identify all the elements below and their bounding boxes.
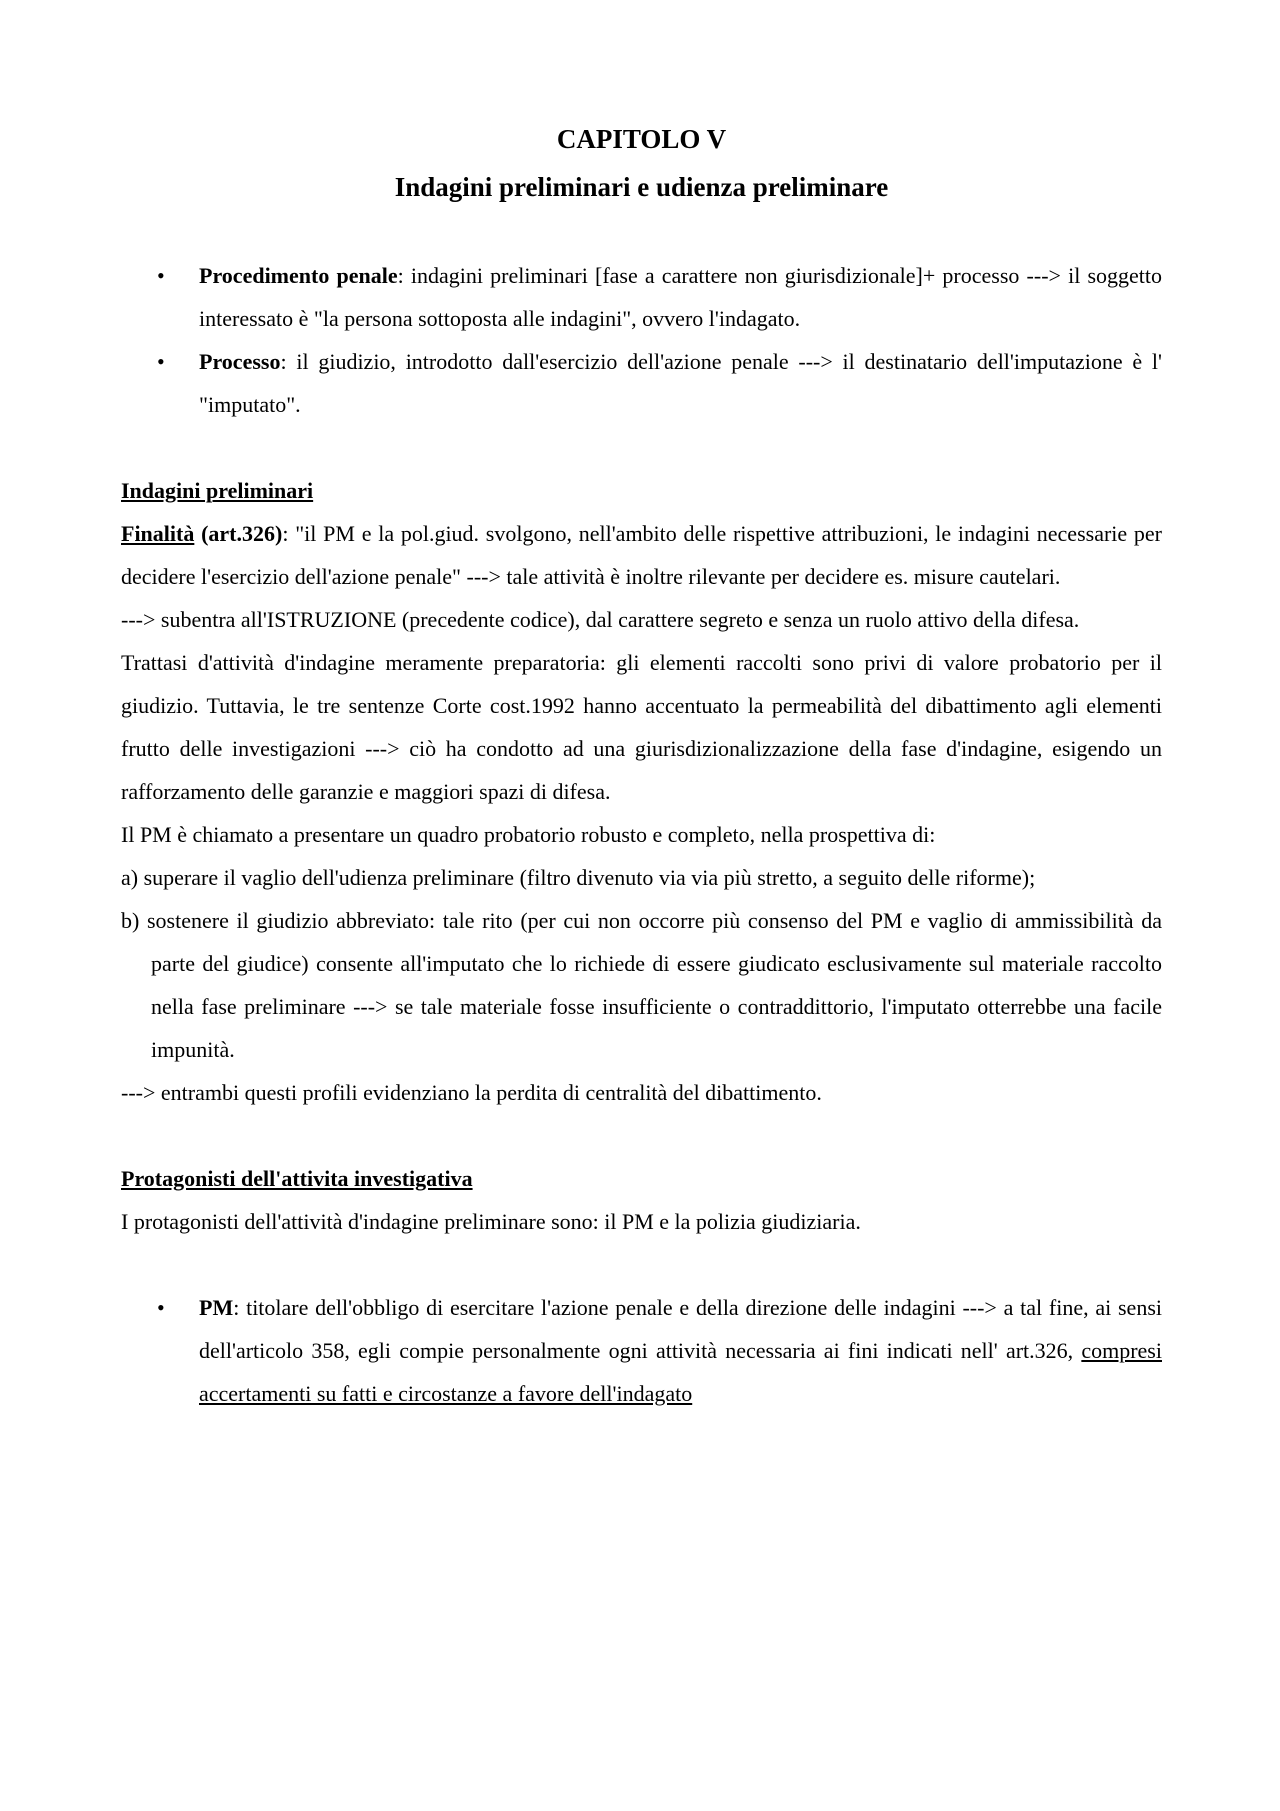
underlined-text: compresi accertamenti su fatti e circostanze a favore dell'indagato: [199, 1338, 1162, 1406]
paragraph: Il PM è chiamato a presentare un quadro probatorio robusto e completo, nella prospettiva di:: [121, 822, 936, 847]
bullet-text: : indagini preliminari [fase a carattere non giurisdizionale]+ processo ---> il soggetto interessato è "la persona sottoposta alle indagini", ovvero l'indagato.: [199, 263, 1163, 331]
list-item: [121, 1286, 1162, 1415]
pm-bullet-list: [121, 1286, 1162, 1415]
section-heading: Indagini preliminari: [121, 478, 314, 503]
list-item: [121, 254, 1162, 340]
paragraph: ---> entrambi questi profili evidenziano la perdita di centralità del dibattimento.: [121, 1080, 822, 1105]
paragraph: ---> subentra all'ISTRUZIONE (precedente codice), dal carattere segreto e senza un ruolo attivo della difesa.: [121, 607, 1080, 632]
paragraph: Trattasi d'attività d'indagine meramente preparatoria: gli elementi raccolti sono privi di valore probatorio per il giudizio. Tuttavia, le tre sentenze Corte cost.1992 hanno accentuato la permeabilità del dibattimento agli elementi frutto delle investigazioni ---> ciò ha condotto ad una giurisdizionalizzazione della fase d'indagine, esigendo un rafforzamento delle garanzie e maggiori spazi di difesa.: [121, 650, 1162, 804]
bullet-icon: •: [157, 1295, 165, 1320]
bullet-icon: •: [157, 349, 165, 374]
paragraph-finalita: [121, 512, 1162, 598]
finalita-ref: (art.326): [201, 521, 283, 546]
chapter-title: CAPITOLO V: [556, 124, 727, 154]
chapter-subtitle: Indagini preliminari e udienza preliminare: [394, 172, 889, 202]
bullet-text: : il giudizio, introdotto dall'esercizio dell'azione penale ---> il destinatario dell'imputazione è l' "imputato".: [199, 349, 1162, 417]
paragraph: I protagonisti dell'attività d'indagine preliminare sono: il PM e la polizia giudiziaria.: [121, 1209, 861, 1234]
bullet-text: : titolare dell'obbligo di esercitare l'azione penale e della direzione delle indagini ---> a tal fine, ai sensi dell'articolo 358, egli compie personalmente ogni attività necessaria ai fini indicati nell' art.326,: [199, 1295, 1162, 1363]
finalita-label: Finalità: [121, 521, 195, 546]
list-item: [121, 340, 1162, 426]
bullet-term: PM: [199, 1295, 234, 1320]
intro-bullet-list: [121, 254, 1162, 426]
bullet-icon: •: [157, 263, 165, 288]
bullet-term: Procedimento penale: [199, 263, 398, 288]
page-content: [121, 120, 1162, 1415]
finalita-text: : "il PM e la pol.giud. svolgono, nell'ambito delle rispettive attribuzioni, le indagini necessarie per decidere l'esercizio dell'azione penale" ---> tale attività è inoltre rilevante per decidere es. misure cautelari.: [121, 521, 1163, 589]
section-heading: Protagonisti dell'attivita investigativa: [121, 1166, 473, 1191]
list-item-b: b) sostenere il giudizio abbreviato: tale rito (per cui non occorre più consenso del PM e vaglio di ammissibilità da parte del giudice) consente all'imputato che lo richiede di essere giudicato esclusivamente sul materiale raccolto nella fase preliminare ---> se tale materiale fosse insufficiente o contraddittorio, l'imputato otterrebbe una facile impunità.: [121, 908, 1162, 1062]
bullet-term: Processo: [199, 349, 281, 374]
list-item-a: a) superare il vaglio dell'udienza preliminare (filtro divenuto via via più stretto, a seguito delle riforme);: [121, 865, 1036, 890]
